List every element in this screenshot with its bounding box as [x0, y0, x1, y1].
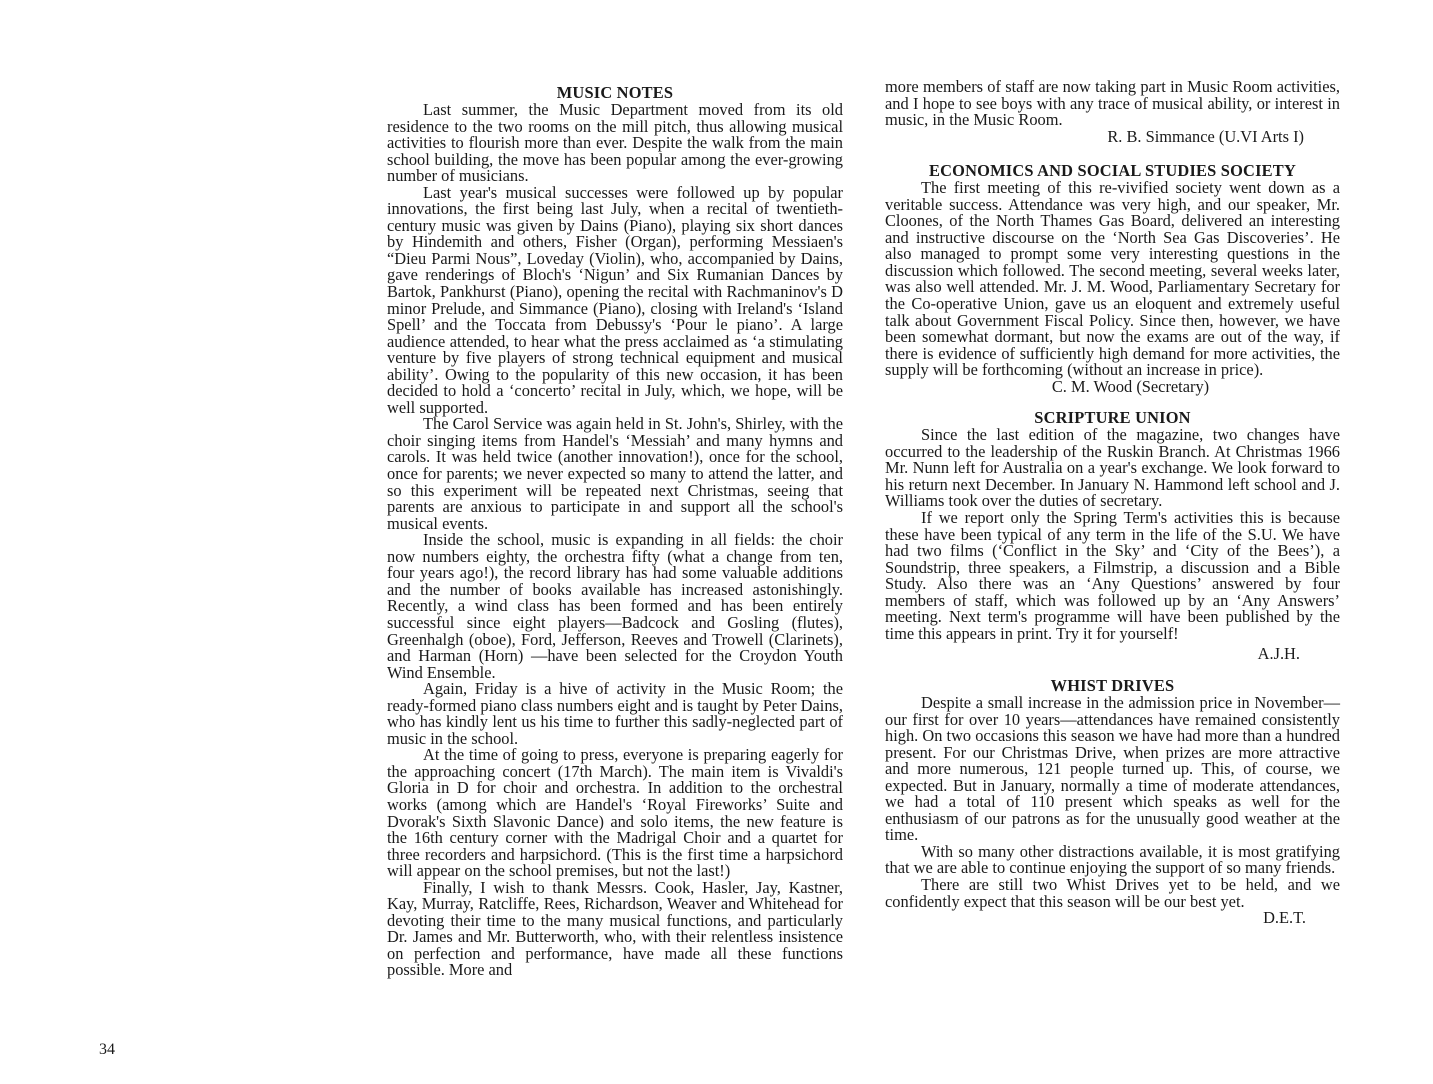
- music-notes-paragraph-7: Finally, I wish to thank Messrs. Cook, Hasler, Jay, Kastner, Kay, Murray, Ratcliffe, Rees, Richardson, Weaver and Whitehead for devoting their time to the many musical functions, and particularly Dr. James and Mr. Butterworth, who, with their relentless insistence on perfection and performance, have made all these functions possible. More and: [387, 877, 843, 980]
- music-notes-paragraph-4: Inside the school, music is expanding in all fields: the choir now numbers eighty, the orchestra fifty (what a change from ten, four years ago!), the record library has had some valuable additions and the number of books available has increased astonishingly. Recently, a wind class has been formed and has been entirely successful since eight players—Badcock and Gosling (flutes), Greenhalgh (oboe), Ford, Jefferson, Reeves and Trowell (Clarinets), and Harman (Horn) —have been selected for the Croydon Youth Wind Ensemble.: [387, 530, 843, 682]
- scripture-union-heading: SCRIPTURE UNION: [1034, 408, 1191, 428]
- music-notes-signature: R. B. Simmance (U.VI Arts I): [1107, 126, 1304, 146]
- music-notes-heading: MUSIC NOTES: [556, 83, 674, 102]
- whist-drives-paragraph-2: With so many other distractions available, it is most gratifying that we are able to continue enjoying the support of so many friends.: [885, 841, 1340, 878]
- page-number: 34: [99, 1041, 115, 1058]
- scripture-union-paragraph-1: Since the last edition of the magazine, two changes have occurred to the leadership of the Ruskin Branch. At Christmas 1966 Mr. Nunn left for Australia on a year's exchange. We look forward to his return next December. In January N. Hammond left school and J. Williams took over the duties of secretary.: [885, 425, 1340, 511]
- scripture-union-signature: A.J.H.: [1257, 644, 1300, 664]
- left-column: [387, 84, 843, 979]
- scripture-union-paragraph-2: If we report only the Spring Term's activities this is because these have been typical of any term in the life of the S.U. We have had two films (‘Conflict in the Sky’ and ‘City of the Bees’), a Soundstrip, three speakers, a Filmstrip, a discussion and a Bible Study. Also there was an ‘Any Questions’ answered by four members of staff, which was followed up by an ‘Any Answers’ meeting. Next term's programme will have been published by the time this appears in print. Try it for yourself!: [885, 508, 1340, 643]
- whist-drives-paragraph-1: Despite a small increase in the admission price in November—our first for over 10 years—attendances have remained consistently high. On two occasions this season we have had more than a hundred present. For our Christmas Drive, when prizes are more attractive and more numerous, 121 people turned up. This, of course, we expected. But in January, normally a time of moderate attendances, we had a total of 110 present which speaks as well for the enthusiasm of our patrons as for the unusually good weather at the time.: [885, 692, 1340, 845]
- right-column: [885, 79, 1340, 927]
- economics-paragraph-1: The first meeting of this re-vivified society went down as a veritable success. Attendance was very high, and our speaker, Mr. Cloones, of the North Thames Gas Board, delivered an interesting and instructive discourse on the ‘North Sea Gas Discoveries’. He also managed to prompt some very interesting questions in the discussion which followed. The second meeting, several weeks later, was also well attended. Mr. J. M. Wood, Parliamentary Secretary for the Co-operative Union, gave us an eloquent and extremely useful talk about Government Fiscal Policy. Since then, however, we have been somewhat dormant, but now the exams are out of the way, if there is evidence of sufficiently high demand for more activities, the supply will be forthcoming (without an increase in price).: [885, 178, 1340, 380]
- whist-drives-paragraph-3: There are still two Whist Drives yet to be held, and we confidently expect that this season will be our best yet.: [885, 874, 1340, 911]
- whist-drives-heading: WHIST DRIVES: [1050, 675, 1175, 695]
- economics-signature: C. M. Wood (Secretary): [1051, 376, 1210, 396]
- economics-heading: ECONOMICS AND SOCIAL STUDIES SOCIETY: [929, 161, 1296, 181]
- music-notes-continuation: more members of staff are now taking part in Music Room activities, and I hope to see boys with any trace of musical ability, or interest in music, in the Music Room.: [885, 77, 1340, 130]
- music-notes-paragraph-2: Last year's musical successes were followed up by popular innovations, the first being last July, when a recital of twentieth-century music was given by Dains (Piano), playing six short dances by Hindemith and others, Fisher (Organ), performing Messiaen's “Dieu Parmi Nous”, Loveday (Violin), who, accompanied by Dains, gave renderings of Bloch's ‘Nigun’ and Six Rumanian Dances by Bartok, Pankhurst (Piano), opening the recital with Rachmaninov's D minor Prelude, and Simmance (Piano), closing with Ireland's ‘Island Spell’ and the Toccata from Debussy's ‘Pour le piano’. A large audience attended, to hear what the press acclaimed as ‘a stimulating venture by five players of strong technical equipment and musical ability’. Owing to the popularity of this new occasion, it has been decided to hold a ‘concerto’ recital in July, which, we hope, will be well supported.: [387, 182, 843, 417]
- music-notes-paragraph-3: The Carol Service was again held in St. John's, Shirley, with the choir singing items from Handel's ‘Messiah’ and many hymns and carols. It was held twice (another innovation!), once for the school, once for parents; we never expected so many to attend the latter, and so this experiment will be repeated next Christmas, seeing that parents are anxious to participate in and support all the school's musical events.: [387, 414, 843, 533]
- whist-drives-signature: D.E.T.: [1263, 908, 1306, 928]
- music-notes-paragraph-6: At the time of going to press, everyone is preparing eagerly for the approaching concert (17th March). The main item is Vivaldi's Gloria in D for choir and orchestra. In addition to the orchestral works (among which are Handel's ‘Royal Fireworks’ Suite and Dvorak's Sixth Slavonic Dance) and solo items, the new feature is the 16th century corner with the Madrigal Choir and a quartet for three recorders and harpsichord. (This is the first time a harpsichord will appear on the school premises, but not the last!): [387, 745, 843, 881]
- music-notes-paragraph-5: Again, Friday is a hive of activity in the Music Room; the ready-formed piano class numbers eight and is taught by Peter Dains, who has kindly lent us his time to further this sadly-neglected part of music in the school.: [387, 679, 843, 748]
- music-notes-paragraph-1: Last summer, the Music Department moved from its old residence to the two rooms on the mill pitch, thus allowing musical activities to flourish more than ever. Despite the walk from the main school building, the move has been popular among the ever-growing number of musicians.: [387, 100, 843, 186]
